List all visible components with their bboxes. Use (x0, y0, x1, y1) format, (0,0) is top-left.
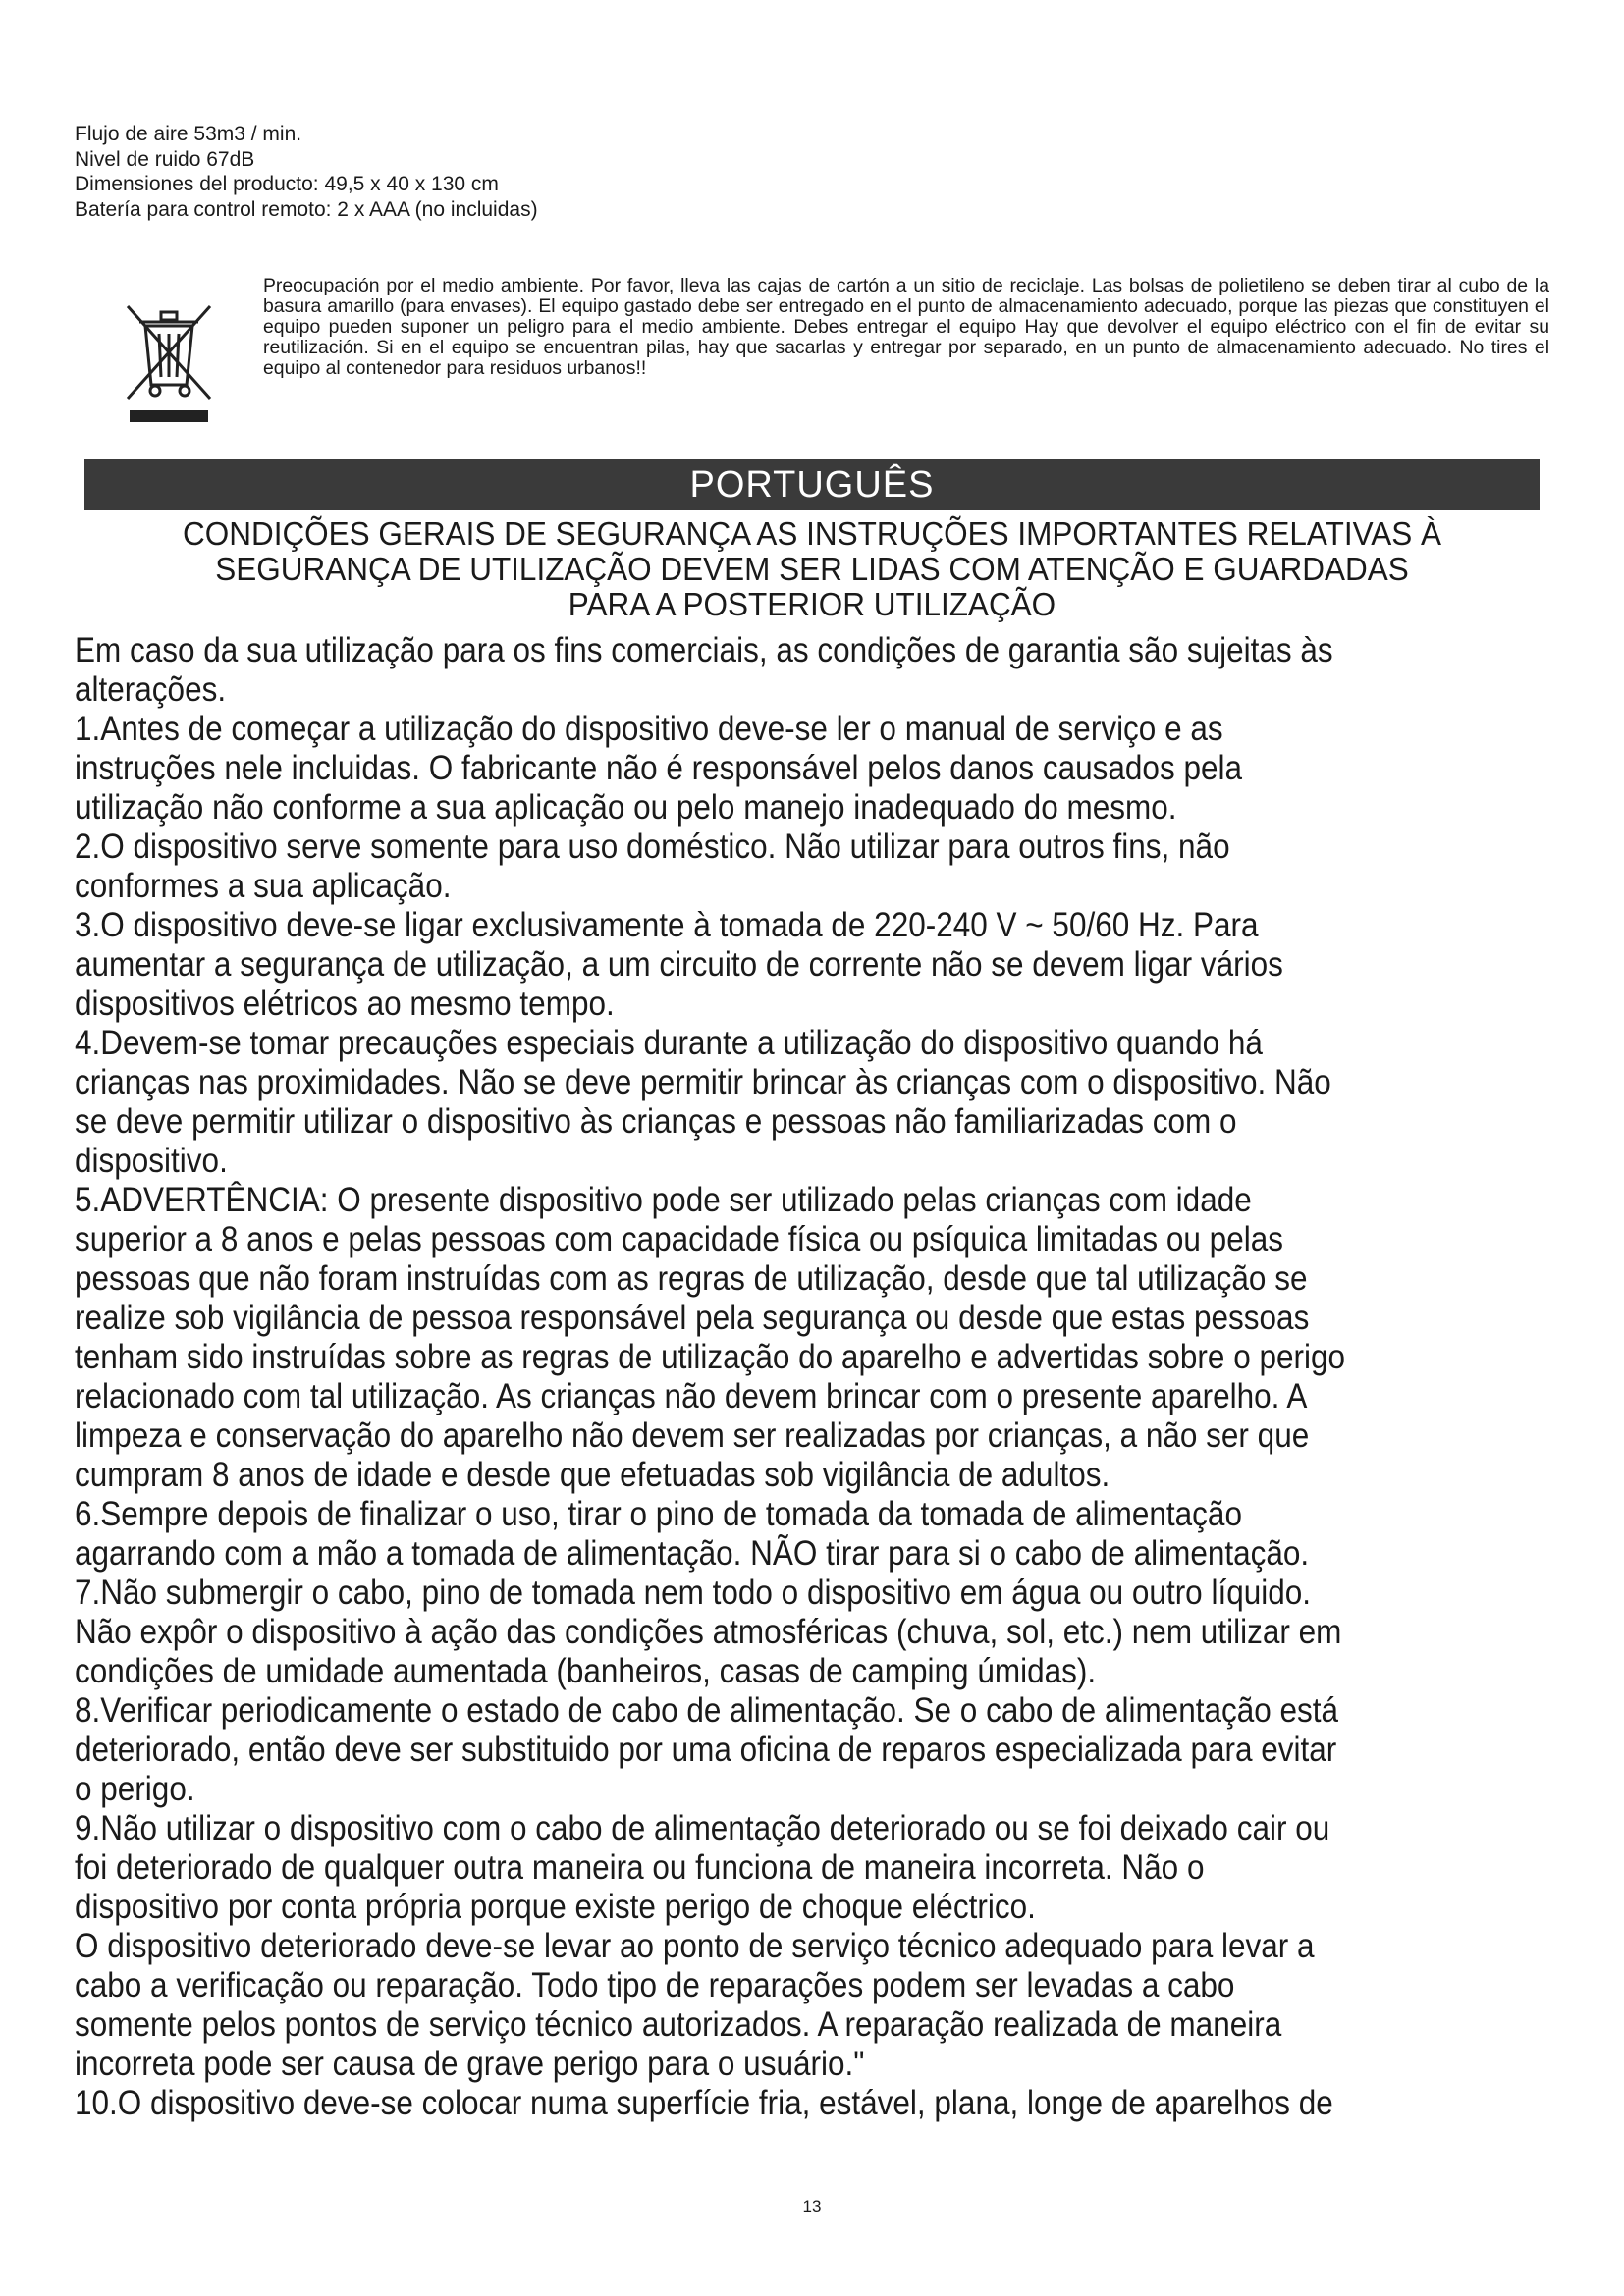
body-line: Não expôr o dispositivo à ação das condições atmosféricas (chuva, sol, etc.) nem utilizar em (75, 1613, 1342, 1651)
body-line: incorreta pode ser causa de grave perigo para o usuário." (75, 2045, 865, 2083)
language-header (84, 459, 1540, 510)
spec-line-airflow: Flujo de aire 53m3 / min. (75, 123, 302, 145)
body-line: Em caso da sua utilização para os fins comerciais, as condições de garantia são sujeitas às (75, 631, 1333, 669)
body-line: 4.Devem-se tomar precauções especiais durante a utilização do dispositivo quando há (75, 1024, 1263, 1062)
body-line: dispositivos elétricos ao mesmo tempo. (75, 985, 615, 1023)
body-line: 9.Não utilizar o dispositivo com o cabo de alimentação deteriorado ou se foi deixado cair ou (75, 1809, 1330, 1847)
body-line: 1.Antes de começar a utilização do dispositivo deve-se ler o manual de serviço e as (75, 710, 1223, 748)
safety-instructions (75, 631, 1427, 2123)
body-line: 8.Verificar periodicamente o estado de cabo de alimentação. Se o cabo de alimentação está (75, 1691, 1339, 1730)
crossed-out-wheelie-bin-icon (120, 300, 218, 426)
body-line: foi deteriorado de qualquer outra maneira ou funciona de maneira incorreta. Não o (75, 1848, 1205, 1887)
body-line: cumpram 8 anos de idade e desde que efetuadas sob vigilância de adultos. (75, 1456, 1110, 1494)
spec-line-noise: Nivel de ruido 67dB (75, 147, 255, 171)
body-line: O dispositivo deteriorado deve-se levar ao ponto de serviço técnico adequado para levar a (75, 1927, 1315, 1965)
body-line: se deve permitir utilizar o dispositivo às crianças e pessoas não familiarizadas com o (75, 1102, 1237, 1141)
body-line: alterações. (75, 670, 227, 709)
product-specs (75, 122, 958, 222)
body-line: aumentar a segurança de utilização, a um circuito de corrente não se devem ligar vários (75, 945, 1283, 984)
page-number: 13 (802, 2197, 822, 2216)
spec-line-battery: Batería para control remoto: 2 x AAA (no incluidas) (75, 197, 538, 221)
body-line: condições de umidade aumentada (banheiros, casas de camping úmidas). (75, 1652, 1097, 1690)
body-line: agarrando com a mão a tomada de alimentação. NÃO tirar para si o cabo de alimentação. (75, 1534, 1310, 1573)
safety-heading-line: CONDIÇÕES GERAIS DE SEGURANÇA AS INSTRUÇÕES IMPORTANTES RELATIVAS À (182, 516, 1442, 553)
body-line: instruções nele incluidas. O fabricante não é responsável pelos danos causados pela (75, 749, 1243, 787)
body-line: conformes a sua aplicação. (75, 867, 452, 905)
body-line: deteriorado, então deve ser substituido por uma oficina de reparos especializada para evitar (75, 1731, 1337, 1769)
body-line: crianças nas proximidades. Não se deve permitir brincar às crianças com o dispositivo. Não (75, 1063, 1331, 1101)
environment-notice: Preocupación por el medio ambiente. Por favor, lleva las cajas de cartón a un sitio de reciclaje. Las bolsas de polietileno se deben tirar al cubo de la basura amarillo (para envases). El equipo gastado debe ser entregado en el punto de almacenamiento adecuado, porque las piezas que constituyen el equipo pueden suponer un peligro para el medio ambiente. Debes entregar el equipo Hay que devolver el equipo eléctrico con el fin de evitar su reutilización. Si en el equipo se encuentran pilas, hay que sacarlas y entregar por separado, en un punto de almacenamiento adecuado. No tires el equipo al contenedor para residuos urbanos!! (263, 275, 1549, 379)
body-line: dispositivo. (75, 1142, 228, 1180)
body-line: realize sob vigilância de pessoa responsável pela segurança ou desde que estas pessoas (75, 1299, 1310, 1337)
body-line: limpeza e conservação do aparelho não devem ser realizadas por crianças, a não ser que (75, 1416, 1310, 1455)
body-line: pessoas que não foram instruídas com as regras de utilização, desde que tal utilização se (75, 1259, 1308, 1298)
body-line: o perigo. (75, 1770, 195, 1808)
safety-heading-line: PARA A POSTERIOR UTILIZAÇÃO (568, 587, 1056, 623)
body-line: 6.Sempre depois de finalizar o uso, tirar o pino de tomada da tomada de alimentação (75, 1495, 1242, 1533)
body-line: superior a 8 anos e pelas pessoas com capacidade física ou psíquica limitadas ou pelas (75, 1220, 1283, 1258)
body-line: relacionado com tal utilização. As crianças não devem brincar com o presente aparelho. A (75, 1377, 1308, 1415)
body-line: 10.O dispositivo deve-se colocar numa superfície fria, estável, plana, longe de aparelhos de (75, 2084, 1333, 2122)
body-line: 3.O dispositivo deve-se ligar exclusivamente à tomada de 220-240 V ~ 50/60 Hz. Para (75, 906, 1259, 944)
language-header-label: PORTUGUÊS (689, 463, 935, 506)
body-line: 2.O dispositivo serve somente para uso doméstico. Não utilizar para outros fins, não (75, 828, 1230, 866)
body-line: cabo a verificação ou reparação. Todo tipo de reparações podem ser levadas a cabo (75, 1966, 1235, 2004)
spec-line-dimensions: Dimensiones del producto: 49,5 x 40 x 130 cm (75, 173, 499, 195)
body-line: somente pelos pontos de serviço técnico autorizados. A reparação realizada de maneira (75, 2005, 1282, 2044)
safety-heading-line: SEGURANÇA DE UTILIZAÇÃO DEVEM SER LIDAS COM ATENÇÃO E GUARDADAS (215, 552, 1409, 588)
body-line: utilização não conforme a sua aplicação ou pelo manejo inadequado do mesmo. (75, 788, 1177, 827)
safety-heading (113, 517, 1510, 623)
body-line: 5.ADVERTÊNCIA: O presente dispositivo pode ser utilizado pelas crianças com idade (75, 1181, 1252, 1219)
body-line: tenham sido instruídas sobre as regras de utilização do aparelho e advertidas sobre o perigo (75, 1338, 1346, 1376)
body-line: dispositivo por conta própria porque existe perigo de choque eléctrico. (75, 1888, 1036, 1926)
body-line: 7.Não submergir o cabo, pino de tomada nem todo o dispositivo em água ou outro líquido. (75, 1574, 1312, 1612)
